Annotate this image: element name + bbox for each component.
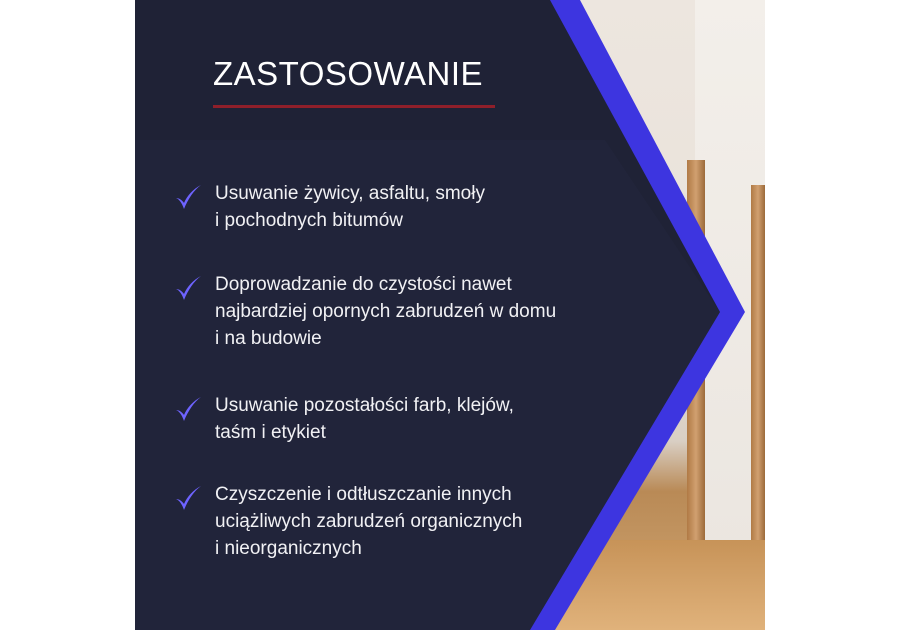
list-item-line: taśm i etykiet: [215, 422, 326, 443]
list-item-line: i pochodnych bitumów: [215, 210, 403, 231]
list-item-line: i nieorganicznych: [215, 538, 362, 559]
promo-card: [135, 0, 765, 630]
list-item-line: uciążliwych zabrudzeń organicznych: [215, 511, 523, 532]
check-mark-icon: [173, 394, 203, 424]
list-item-text: [215, 481, 615, 562]
check-mark-icon: [173, 182, 203, 212]
heading-title: ZASTOSOWANIE: [213, 55, 484, 92]
list-item-line: Usuwanie pozostałości farb, klejów,: [215, 395, 514, 416]
list-item-line: najbardziej opornych zabrudzeń w domu: [215, 301, 557, 322]
list-item-text: [215, 392, 615, 446]
list-item-line: Czyszczenie i odtłuszczanie innych: [215, 484, 512, 505]
check-mark-icon: [173, 273, 203, 303]
list-item-line: i na budowie: [215, 328, 322, 349]
list-item-line: Doprowadzanie do czystości nawet: [215, 274, 512, 295]
list-item-text: [215, 271, 615, 352]
list-item-line: Usuwanie żywicy, asfaltu, smoły: [215, 183, 485, 204]
check-mark-icon: [173, 483, 203, 513]
title-underline: [213, 105, 495, 108]
list-item-text: [215, 180, 615, 234]
